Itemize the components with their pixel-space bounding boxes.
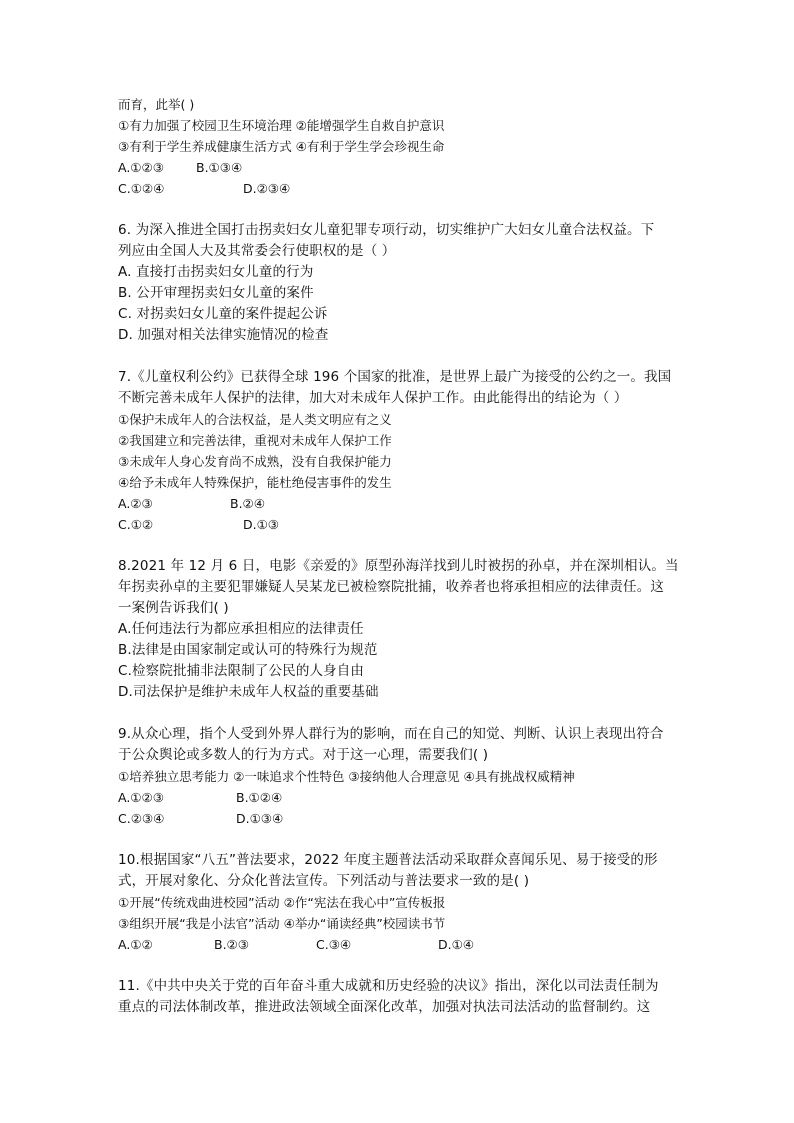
question-8 xyxy=(118,556,683,703)
options-row xyxy=(118,787,683,808)
question-stem: 式，开展对象化、分众化普法宣传。下列活动与普法要求一致的是( ) xyxy=(118,873,530,889)
options-row xyxy=(118,934,683,955)
option-d: D.①④ xyxy=(438,937,475,952)
statement-line: ④给予未成年人特殊保护，能杜绝侵害事件的发生 xyxy=(118,475,392,490)
option-b: B. 公开审理拐卖妇女儿童的案件 xyxy=(118,285,314,301)
option-b: B.法律是由国家制定或认可的特殊行为规范 xyxy=(118,642,378,658)
option-a: A.②③ xyxy=(118,496,153,511)
question-stem: 7.《儿童权利公约》已获得全球 196 个国家的批准，是世界上最广为接受的公约之一。我国 xyxy=(118,369,672,385)
question-5 xyxy=(118,94,683,199)
question-stem: 重点的司法体制改革，推进政法领域全面深化改革，加强对执法司法活动的监督制约。这 xyxy=(118,999,651,1015)
statement-line: ③未成年人身心发育尚不成熟，没有自我保护能力 xyxy=(118,454,392,469)
question-9 xyxy=(118,724,683,829)
question-10 xyxy=(118,850,683,955)
option-a: A.①②③ xyxy=(118,790,164,805)
exam-page xyxy=(118,94,683,1018)
question-stem: 9.从众心理，指个人受到外界人群行为的影响，而在自己的知觉、判断、认识上表现出符合 xyxy=(118,726,664,742)
question-6 xyxy=(118,220,683,346)
question-stem: 6. 为深入推进全国打击拐卖妇女儿童犯罪专项行动，切实维护广大妇女儿童合法权益。下 xyxy=(118,222,655,238)
question-7 xyxy=(118,367,683,535)
option-d: D. 加强对相关法律实施情况的检查 xyxy=(118,327,329,343)
question-11 xyxy=(118,976,683,1018)
statement-line: ①开展“传统戏曲进校园”活动 ②作“宪法在我心中”宣传板报 xyxy=(118,895,446,910)
options-row xyxy=(118,178,683,199)
option-d: D.司法保护是维护未成年人权益的重要基础 xyxy=(118,684,379,700)
option-a: A.①②③ xyxy=(118,160,164,175)
options-row xyxy=(118,157,683,178)
statement-line: ②我国建立和完善法律，重视对未成年人保护工作 xyxy=(118,433,392,448)
option-c: C. 对拐卖妇女儿童的案件提起公诉 xyxy=(118,306,328,322)
question-stem: 列应由全国人大及其常委会行使职权的是（ ） xyxy=(118,243,396,259)
option-b: B.②④ xyxy=(230,496,265,511)
statement-line: ①保护未成年人的合法权益，是人类文明应有之义 xyxy=(118,412,392,427)
statement-line: ③组织开展“我是小法官”活动 ④举办“诵读经典”校园读书节 xyxy=(118,916,446,931)
options-row xyxy=(118,808,683,829)
option-c: C.③④ xyxy=(316,937,352,952)
option-a: A.任何违法行为都应承担相应的法律责任 xyxy=(118,621,364,637)
option-c: C.②③④ xyxy=(118,811,165,826)
option-c: C.①② xyxy=(118,517,154,532)
option-c: C.①②④ xyxy=(118,181,165,196)
question-stem: 8.2021 年 12 月 6 日，电影《亲爱的》原型孙海洋找到儿时被拐的孙卓，并在深圳相认。当 xyxy=(118,558,679,574)
option-b: B.②③ xyxy=(214,937,249,952)
statement-line: ①有力加强了校园卫生环境治理 ②能增强学生自救自护意识 xyxy=(118,118,445,133)
option-d: D.②③④ xyxy=(243,181,291,196)
question-stem: 10.根据国家“八五”普法要求，2022 年度主题普法活动采取群众喜闻乐见、易于接受的形 xyxy=(118,852,658,868)
options-row xyxy=(118,514,683,535)
option-d: D.①③ xyxy=(243,517,280,532)
options-row xyxy=(118,493,683,514)
question-stem: 不断完善未成年人保护的法律，加大对未成年人保护工作。由此能得出的结论为（ ） xyxy=(118,390,628,406)
option-a: A.①② xyxy=(118,937,153,952)
option-c: C.检察院批捕非法限制了公民的人身自由 xyxy=(118,663,365,679)
question-stem: 年拐卖孙卓的主要犯罪嫌疑人吴某龙已被检察院批捕，收养者也将承担相应的法律责任。这 xyxy=(118,579,664,595)
statement-line: ①培养独立思考能力 ②一味追求个性特色 ③接纳他人合理意见 ④具有挑战权威精神 xyxy=(118,769,575,784)
option-a: A. 直接打击拐卖妇女儿童的行为 xyxy=(118,264,314,280)
option-b: B.①③④ xyxy=(196,160,243,175)
statement-line: ③有利于学生养成健康生活方式 ④有利于学生学会珍视生命 xyxy=(118,139,445,154)
option-d: D.①③④ xyxy=(236,811,284,826)
question-stem: 于公众舆论或多数人的行为方式。对于这一心理，需要我们( ) xyxy=(118,747,489,763)
question-stem: 11.《中共中央关于党的百年奋斗重大成就和历史经验的决议》指出，深化以司法责任制为 xyxy=(118,978,659,994)
question-stem: 而育，此举( ) xyxy=(118,97,195,112)
question-stem: 一案例告诉我们( ) xyxy=(118,600,229,616)
option-b: B.①②④ xyxy=(236,790,283,805)
